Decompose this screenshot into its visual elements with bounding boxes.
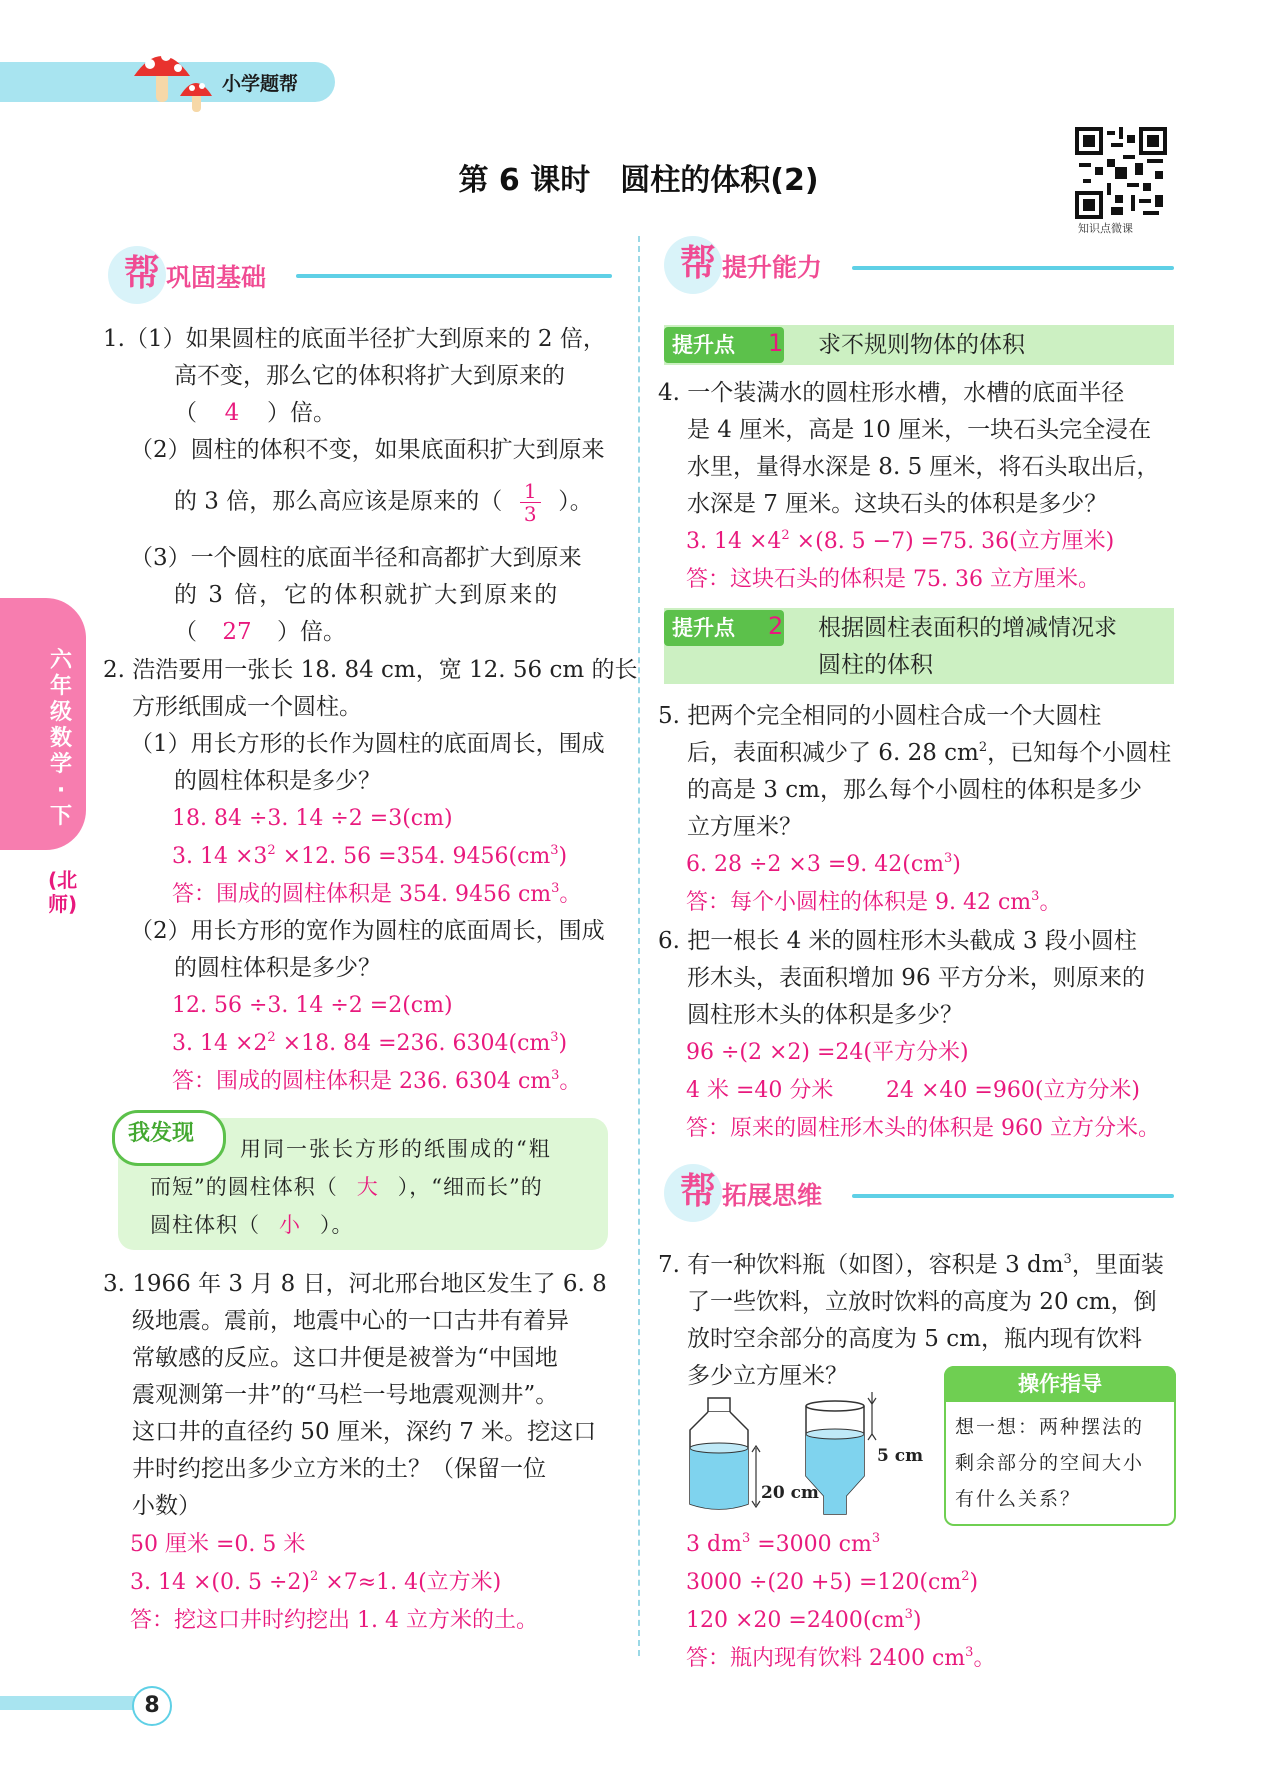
answer-line: 答：挖这口井时约挖出 1. 4 立方米的土。 xyxy=(130,1608,538,1633)
lesson-title: 第 6 课时 圆柱的体积(2) xyxy=(458,163,819,198)
answer-line: 18. 84 ÷3. 14 ÷2 =3(cm) xyxy=(172,806,453,831)
answer: 27 xyxy=(222,619,252,645)
qr-caption: 知识点微课 xyxy=(1078,222,1133,235)
answer-line: $120 \times 20 =2400(cm^3)$ xyxy=(686,1607,922,1633)
q3-line: 级地震。震前，地震中心的一口古井有着异 xyxy=(132,1308,569,1334)
q3-line: 震观测第一井”的“马栏一号地震观测井”。 xyxy=(132,1382,559,1408)
discovery-line: 用同一张长方形的纸围成的“粗 xyxy=(240,1137,552,1161)
bang-mark: 帮 xyxy=(680,1171,717,1212)
height-label-20: 20 cm xyxy=(761,1483,819,1503)
q2-line: 方形纸围成一个圆柱。 xyxy=(132,694,362,720)
answer-line: 4 米 =40 分米 xyxy=(686,1078,834,1103)
q1-line: 高不变，那么它的体积将扩大到原来的 xyxy=(174,363,565,389)
bang-mark: 帮 xyxy=(124,253,161,294)
q1-line: （2）圆柱的体积不变，如果底面积扩大到原来 xyxy=(130,437,605,463)
q3-line: 常敏感的反应。这口井便是被誉为“中国地 xyxy=(132,1345,558,1371)
key-point-tag: 提升点 xyxy=(664,327,784,363)
answer-line: 3. $14 \times 4^2 \times(8$. 5 −7) =75. 36(立方厘米) xyxy=(686,528,1115,554)
answer-line: 12. 56 ÷3. 14 ÷2 =2(cm) xyxy=(172,993,453,1018)
q3-line: 这口井的直径约 50 厘米，深约 7 米。挖这口 xyxy=(132,1419,597,1445)
answer: 大 xyxy=(356,1175,379,1199)
q7-line: 7. 有一种饮料瓶（如图），容积是 3 $dm^3$，里面装 xyxy=(658,1252,1164,1278)
upright-bottle-icon xyxy=(690,1398,748,1509)
section-rule xyxy=(852,1194,1174,1198)
q1-line: 1.（1）如果圆柱的底面半径扩大到原来的 2 倍， xyxy=(103,326,606,352)
key-point-text: 圆柱的体积 xyxy=(818,652,933,678)
answer-fraction: $\frac{1}{3}$ xyxy=(520,480,541,525)
q1-line: 的 3 倍，那么高应该是原来的（ $\frac{1}{3}$ ）。 xyxy=(174,479,593,526)
q2-line: 的圆柱体积是多少？ xyxy=(174,768,381,794)
q3-line: 3. 1966 年 3 月 8 日，河北邢台地区发生了 6. 8 xyxy=(103,1271,607,1297)
answer-line: 答：围成的圆柱体积是 236. 6304 $cm^3$。 xyxy=(172,1068,582,1094)
answer-line: $3000 \div(20 +5) =120(cm^2)$ xyxy=(686,1569,979,1595)
q1-line: （ 4 ）倍。 xyxy=(174,394,336,432)
answer-line: 3. $14 \times 2^2 \times 18$. 84 =236. $6304(cm^3)$ xyxy=(172,1030,568,1056)
q4-line: 是 4 厘米，高是 10 厘米，一块石头完全浸在 xyxy=(687,417,1152,443)
q1-line: 的 3 倍，它的体积就扩大到原来的 xyxy=(174,582,560,608)
height-label-5: 5 cm xyxy=(877,1446,924,1466)
grade-label: 六年级数学·下 xyxy=(49,648,72,829)
guide-line: 有什么关系？ xyxy=(955,1488,1082,1510)
q3-line: 小数） xyxy=(132,1493,201,1519)
q6-line: 6. 把一根长 4 米的圆柱形木头截成 3 段小圆柱 xyxy=(658,928,1137,954)
q5-line: 5. 把两个完全相同的小圆柱合成一个大圆柱 xyxy=(658,703,1102,729)
key-point-text: 根据圆柱表面积的增减情况求 xyxy=(818,615,1117,641)
answer-line: 答：每个小圆柱的体积是 9. 42 $cm^3$。 xyxy=(686,889,1062,915)
q4-line: 4. 一个装满水的圆柱形水槽，水槽的底面半径 xyxy=(658,380,1125,406)
q6-line: 形木头，表面积增加 96 平方分米，则原来的 xyxy=(687,965,1145,991)
q5-line: 的高是 3 cm，那么每个小圆柱的体积是多少 xyxy=(687,777,1142,803)
q7-line: 了一些饮料，立放时饮料的高度为 20 cm，倒 xyxy=(687,1289,1157,1315)
q7-line: 放时空余部分的高度为 5 cm，瓶内现有饮料 xyxy=(687,1326,1142,1352)
guide-line: 想一想：两种摆法的 xyxy=(955,1416,1145,1438)
q2-line: （1）用长方形的长作为圆柱的底面周长，围成 xyxy=(130,731,605,757)
q2-line: 的圆柱体积是多少？ xyxy=(174,955,381,981)
q4-line: 水里，量得水深是 8. 5 厘米，将石头取出后， xyxy=(687,454,1160,480)
key-point-number: 2 xyxy=(768,612,784,640)
q6-line: 圆柱形木头的体积是多少？ xyxy=(687,1002,963,1028)
mushroom-logo-icon xyxy=(130,42,220,118)
q7-line: 多少立方厘米？ xyxy=(687,1363,848,1389)
guide-line: 剩余部分的空间大小 xyxy=(955,1452,1145,1474)
answer-line: 答：原来的圆柱形木头的体积是 960 立方分米。 xyxy=(686,1116,1160,1141)
answer-line: 答：这块石头的体积是 75. 36 立方厘米。 xyxy=(686,567,1100,592)
answer: 小 xyxy=(279,1213,301,1237)
q5-line: 后，表面积减少了 6. 28 $cm^2$，已知每个小圆柱 xyxy=(687,740,1172,766)
q4-line: 水深是 7 厘米。这块石头的体积是多少？ xyxy=(687,491,1108,517)
discovery-line: 而短”的圆柱体积（ 大 ），“细而长”的 xyxy=(150,1168,543,1206)
answer-line: 3. $14 \times 3^2 \times 12$. 56 =354. $9456(cm^3)$ xyxy=(172,843,568,869)
bang-mark: 帮 xyxy=(680,243,717,284)
q3-line: 井时约挖出多少立方米的土？（保留一位 xyxy=(132,1456,546,1482)
section-title-basic: 巩固基础 xyxy=(166,263,267,292)
answer-line: 3. 14 ×(0. 5 ÷2)$^2$ ×7≈1. 4(立方米) xyxy=(130,1569,502,1595)
q2-line: 2. 浩浩要用一张长 18. 84 cm，宽 12. 56 cm 的长 xyxy=(103,657,638,683)
guide-header: 操作指导 xyxy=(944,1366,1176,1402)
brand-name: 小学题帮 xyxy=(222,73,299,95)
answer-line: 答：瓶内现有饮料 2400 $cm^3$。 xyxy=(686,1645,996,1671)
answer-line: 96 ÷(2 ×2) =24(平方分米) xyxy=(686,1040,969,1065)
section-rule xyxy=(296,274,612,278)
answer-line: 答：围成的圆柱体积是 354. 9456 $cm^3$。 xyxy=(172,881,582,907)
q1-line: （3）一个圆柱的底面半径和高都扩大到原来 xyxy=(130,545,582,571)
answer-line: 24 ×40 =960(立方分米) xyxy=(886,1078,1140,1103)
answer-line: 6. 28 ÷2 ×3 =9. $42(cm^3)$ xyxy=(686,851,961,877)
q5-line: 立方厘米？ xyxy=(687,814,802,840)
footer-bar xyxy=(0,1696,150,1710)
page-number: 8 xyxy=(132,1686,172,1726)
qr-code-icon[interactable] xyxy=(1075,127,1167,219)
key-point-text: 求不规则物体的体积 xyxy=(818,332,1025,358)
key-point-tag: 提升点 xyxy=(664,610,784,646)
answer: 4 xyxy=(224,400,240,426)
answer-line: 3 $dm^3 =3000$ $cm^3$ xyxy=(686,1531,881,1557)
edition-label: (北师) xyxy=(48,868,78,916)
q1-line: （ 27 ）倍。 xyxy=(174,613,346,651)
q2-line: （2）用长方形的宽作为圆柱的底面周长，围成 xyxy=(130,918,605,944)
answer-line: 50 厘米 =0. 5 米 xyxy=(130,1532,306,1557)
section-rule xyxy=(852,266,1174,270)
discovery-line: 圆柱体积（ 小 ）。 xyxy=(150,1206,354,1244)
key-point-number: 1 xyxy=(768,329,784,357)
section-title-advance: 提升能力 xyxy=(722,253,823,282)
column-divider xyxy=(638,236,640,1656)
section-title-extend: 拓展思维 xyxy=(722,1181,823,1210)
discovery-tag-label: 我发现 xyxy=(128,1121,195,1146)
